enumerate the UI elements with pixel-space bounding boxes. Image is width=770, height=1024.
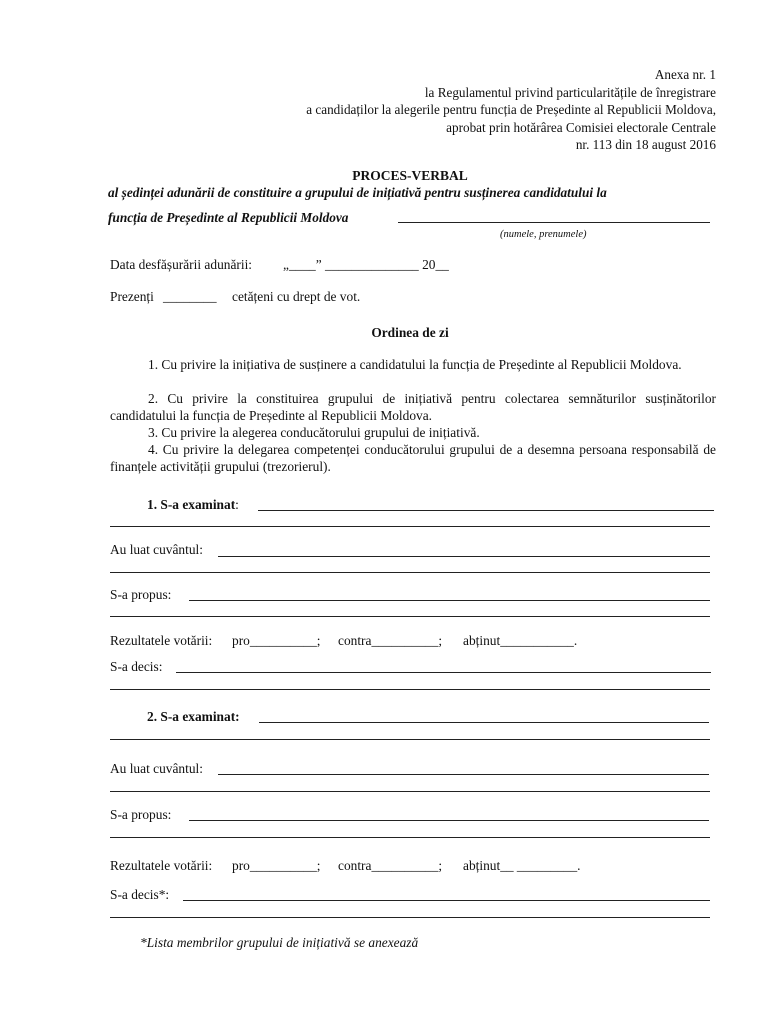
meeting-date-blank[interactable]: „____” ______________ 20__ [283, 257, 449, 272]
section2-decided-blank[interactable] [183, 900, 710, 901]
section2-votes-abstained[interactable]: abținut__ _________. [463, 858, 581, 873]
members-list-footnote: *Lista membrilor grupului de inițiativă se anexează [140, 935, 419, 950]
section2-examined-blank[interactable] [259, 722, 709, 723]
present-suffix: cetățeni cu drept de vot. [232, 289, 361, 304]
agenda-item-3-text: 3. Cu privire la alegerea conducătorului grupului de inițiativă. [148, 425, 480, 440]
section1-examined-blank[interactable] [258, 510, 714, 511]
meeting-date-label: Data desfășurării adunării: [110, 257, 253, 272]
section2-spoke-label: Au luat cuvântul: [110, 761, 203, 776]
section1-examined-label [147, 497, 239, 513]
section1-proposed-blank-2[interactable] [110, 616, 710, 617]
section2-votes-pro[interactable]: pro__________; [232, 858, 321, 873]
section1-votes-contra[interactable]: contra__________; [338, 633, 443, 648]
section2-proposed-label: S-a propus: [110, 807, 172, 822]
present-count-blank[interactable]: ________ [163, 289, 217, 304]
name-hint: (numele, prenumele) [500, 229, 587, 240]
section1-proposed-blank[interactable] [189, 600, 710, 601]
agenda-item-4 [110, 441, 716, 475]
candidate-name-blank[interactable] [398, 222, 710, 223]
section2-proposed-blank[interactable] [189, 820, 709, 821]
section2-decided-label: S-a decis*: [110, 887, 170, 902]
document-title: PROCES-VERBAL [352, 168, 468, 183]
section2-votes-contra[interactable]: contra__________; [338, 858, 443, 873]
document-subtitle-cont: funcția de Președinte al Republicii Moldova [108, 210, 349, 225]
agenda-item-1-text: 1. Cu privire la inițiativa de susținere a candidatului la funcția de Președinte al Republicii Moldova. [148, 357, 682, 372]
section2-spoke-blank-2[interactable] [110, 791, 710, 792]
agenda-item-4-text: 4. Cu privire la delegarea competenței conducătorului grupului de a desemna persoana responsabilă de finanțele activității grupului (trezorierul). [110, 442, 716, 474]
section2-examined-label: 2. S-a examinat: [147, 709, 240, 724]
section1-proposed-label: S-a propus: [110, 587, 172, 602]
section2-spoke-blank[interactable] [218, 774, 709, 775]
present-label: Prezenți [110, 289, 154, 304]
section1-decided-label: S-a decis: [110, 659, 163, 674]
section1-examined-blank-2[interactable] [110, 526, 710, 527]
agenda-item-2 [110, 390, 716, 424]
section2-decided-blank-2[interactable] [110, 917, 710, 918]
document-subtitle: al ședinței adunării de constituire a grupului de inițiativă pentru susținerea candidatului la [108, 185, 607, 200]
annex-candidates-line: a candidaților la alegerile pentru funcția de Președinte al Republicii Moldova, [306, 102, 716, 117]
section1-votes-label: Rezultatele votării: [110, 633, 213, 648]
annex-regulation-line: la Regulamentul privind particularitățile de înregistrare [424, 85, 716, 100]
section1-decided-blank-2[interactable] [110, 689, 710, 690]
section2-examined-blank-2[interactable] [110, 739, 710, 740]
agenda-title: Ordinea de zi [371, 325, 449, 340]
section1-votes-abstained[interactable]: abținut___________. [463, 633, 578, 648]
section1-colon: : [235, 497, 239, 512]
section1-spoke-label: Au luat cuvântul: [110, 542, 203, 557]
agenda-item-2-text: 2. Cu privire la constituirea grupului de inițiativă pentru colectarea semnăturilor susținătorilor candidatului la funcția de Președinte al Republicii Moldova. [110, 391, 716, 423]
section1-examined-text: 1. S-a examinat [147, 497, 236, 512]
section1-spoke-blank-2[interactable] [110, 572, 710, 573]
agenda-item-1 [110, 356, 716, 373]
agenda-item-3 [110, 424, 716, 441]
section2-proposed-blank-2[interactable] [110, 837, 710, 838]
annex-approval-line: aprobat prin hotărârea Comisiei electorale Centrale [446, 120, 716, 135]
section2-votes-label: Rezultatele votării: [110, 858, 213, 873]
annex-number: Anexa nr. 1 [654, 67, 716, 82]
section1-spoke-blank[interactable] [218, 556, 710, 557]
annex-decision-number: nr. 113 din 18 august 2016 [575, 137, 716, 152]
section1-votes-pro[interactable]: pro__________; [232, 633, 321, 648]
section1-decided-blank[interactable] [176, 672, 711, 673]
